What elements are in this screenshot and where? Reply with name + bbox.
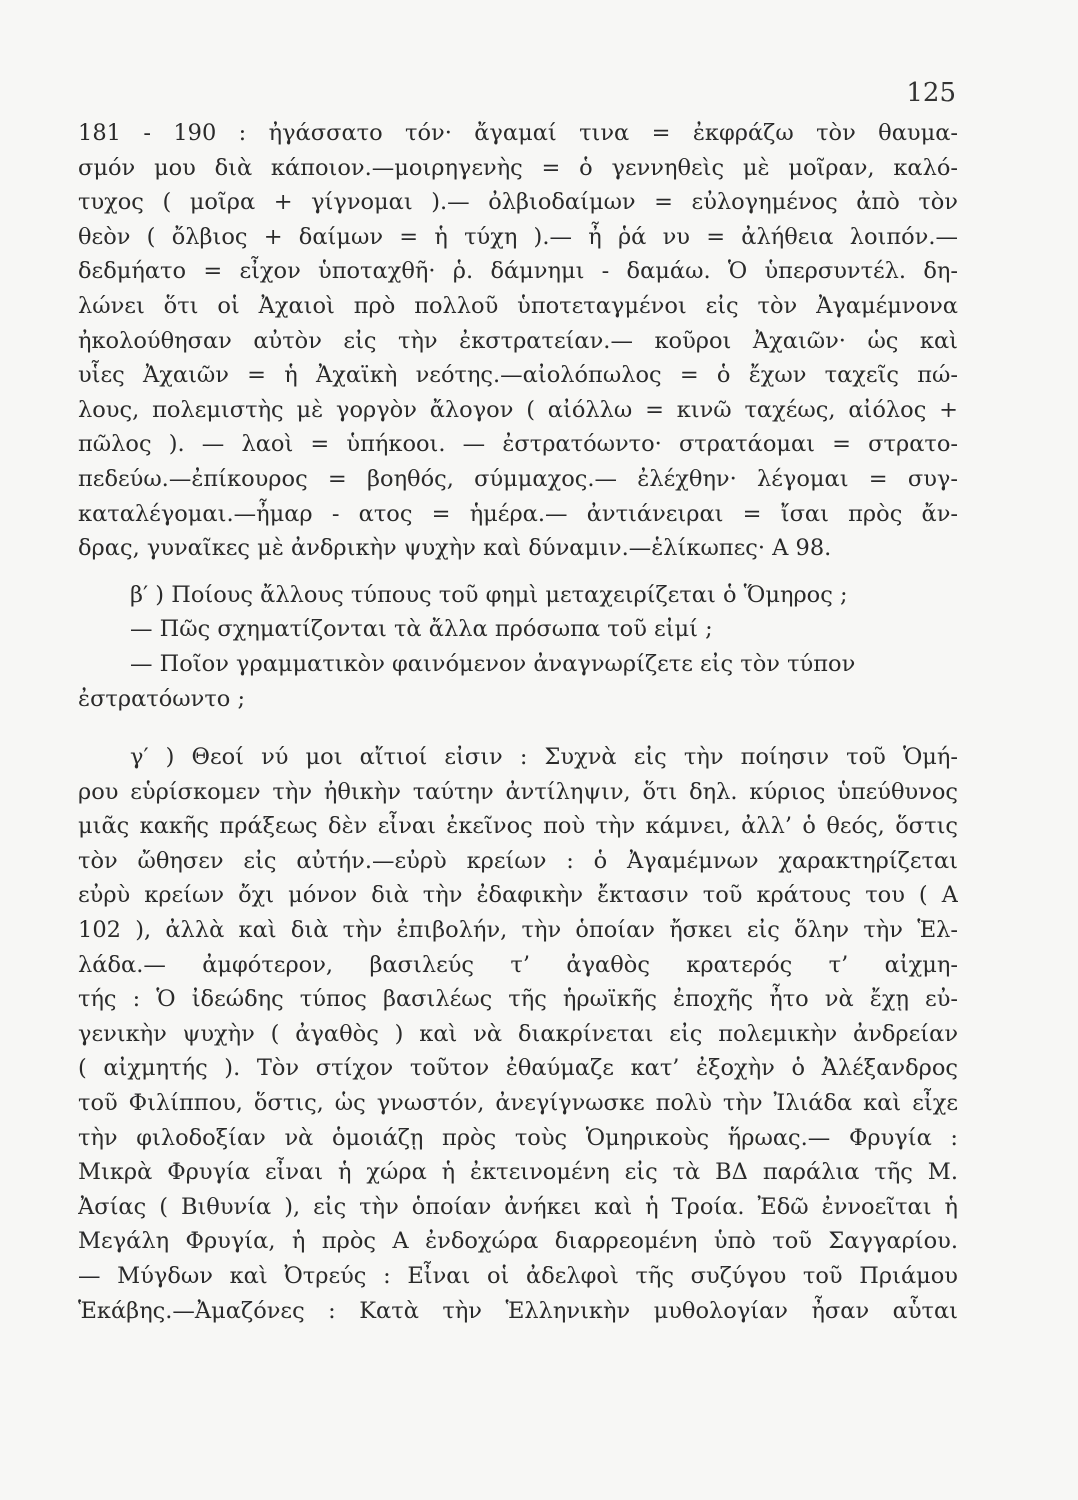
text-line: τοῦ Φιλίππου, ὅστις, ὡς γνωστόν, ἀνεγίγνωσκε πολὺ τὴν Ἰλιάδα καὶ εἶχε (78, 1090, 958, 1117)
text-line: — Μύγδων καὶ Ὀτρεύς : Εἶναι οἱ ἀδελφοὶ τῆς συζύγου τοῦ Πριάμου (78, 1263, 958, 1289)
text-line: 102 ), ἀλλὰ καὶ διὰ τὴν ἐπιβολήν, τὴν ὁποίαν ἤσκει εἰς ὅλην τὴν Ἑλ- (78, 917, 958, 944)
text-line: πεδεύω.—ἐπίκουρος = βοηθός, σύμμαχος.— ἐλέχθην· λέγομαι = συγ- (78, 465, 958, 492)
text-line: θεὸν ( ὄλβιος + δαίμων = ἡ τύχη ).— ἦ ῥά νυ = ἀλήθεια λοιπόν.— (78, 223, 958, 250)
text-line: λώνει ὅτι οἱ Ἀχαιοὶ πρὸ πολλοῦ ὑποτεταγμένοι εἰς τὸν Ἀγαμέμνονα (78, 292, 958, 319)
text-line: γενικὴν ψυχὴν ( ἀγαθὸς ) καὶ νὰ διακρίνεται εἰς πολεμικὴν ἀνδρείαν (78, 1020, 958, 1047)
text-line: υἷες Ἀχαιῶν = ἡ Ἀχαϊκὴ νεότης.—αἰολόπωλος = ὁ ἔχων ταχεῖς πώ- (78, 362, 958, 389)
text-line: τὴν φιλοδοξίαν νὰ ὁμοιάζῃ πρὸς τοὺς Ὁμηρικοὺς ἥρωας.— Φρυγία : (78, 1124, 958, 1151)
text-line: Ἑκάβης.—Ἀμαζόνες : Κατὰ τὴν Ἑλληνικὴν μυθολογίαν ἦσαν αὗται (78, 1297, 958, 1324)
text-line: λάδα.— ἀμφότερον, βασιλεύς τ’ ἀγαθὸς κρατερός τ’ αἰχμη- (78, 951, 958, 978)
page-number: 125 (906, 78, 956, 108)
text-line: Μεγάλη Φρυγία, ἡ πρὸς Α ἐνδοχώρα διαρρεομένη ὑπὸ τοῦ Σαγγαρίου. (78, 1228, 958, 1255)
text-line: τὸν ὤθησεν εἰς αὐτήν.—εὐρὺ κρείων : ὁ Ἀγαμέμνων χαρακτηρίζεται (78, 847, 958, 874)
question-line: ἐστρατόωντο ; (78, 685, 246, 712)
text-line: καταλέγομαι.—ἦμαρ - ατος = ἡμέρα.— ἀντιάνειραι = ἴσαι πρὸς ἄν- (78, 500, 958, 527)
text-line: πῶλος ). — λαοὶ = ὑπήκοοι. — ἐστρατόωντο· στρατάομαι = στρατο- (78, 431, 958, 458)
commentary-text (78, 116, 958, 1328)
text-line: τυχος ( μοῖρα + γίγνομαι ).— ὀλβιοδαίμων = εὐλογημένος ἀπὸ τὸν (78, 189, 958, 216)
text-line: δρας, γυναῖκες μὲ ἀνδρικὴν ψυχὴν καὶ δύναμιν.—ἑλίκωπες· Α 98. (78, 535, 832, 562)
text-line: γ′ ) Θεοί νύ μοι αἴτιοί εἰσιν : Συχνὰ εἰς τὴν ποίησιν τοῦ Ὁμή- (130, 744, 958, 771)
text-line: δεδμήατο = εἶχον ὑποταχθῆ· ῥ. δάμνημι - δαμάω. Ὁ ὑπερσυντέλ. δη- (78, 258, 958, 285)
text-line: Μικρὰ Φρυγία εἶναι ἡ χώρα ἡ ἐκτεινομένη εἰς τὰ ΒΔ παράλια τῆς Μ. (78, 1159, 958, 1186)
text-line: ( αἰχμητής ). Τὸν στίχον τοῦτον ἐθαύμαζε κατ’ ἐξοχὴν ὁ Ἀλέξανδρος (78, 1055, 958, 1082)
question-line: β′ ) Ποίους ἄλλους τύπους τοῦ φημὶ μεταχειρίζεται ὁ Ὅμηρος ; (130, 581, 848, 608)
text-line: μιᾶς κακῆς πράξεως δὲν εἶναι ἐκεῖνος ποὺ τὴν κάμνει, ἀλλ’ ὁ θεός, ὅστις (78, 813, 958, 840)
text-line: τής : Ὁ ἰδεώδης τύπος βασιλέως τῆς ἡρωϊκῆς ἐποχῆς ἦτο νὰ ἔχῃ εὐ- (78, 986, 958, 1013)
text-line: ρου εὑρίσκομεν τὴν ἠθικὴν ταύτην ἀντίληψιν, ὅτι δηλ. κύριος ὑπεύθυνος (78, 778, 958, 805)
text-line: Ἀσίας ( Βιθυνία ), εἰς τὴν ὁποίαν ἀνήκει καὶ ἡ Τροία. Ἐδῶ ἐννοεῖται ἡ (78, 1193, 958, 1220)
question-line: — Πῶς σχηματίζονται τὰ ἄλλα πρόσωπα τοῦ εἰμί ; (130, 616, 713, 643)
question-line: — Ποῖον γραμματικὸν φαινόμενον ἀναγνωρίζετε εἰς τὸν τύπον (130, 650, 856, 677)
text-line: ἠκολούθησαν αὐτὸν εἰς τὴν ἐκστρατείαν.— κοῦροι Ἀχαιῶν· ὡς καὶ (78, 327, 958, 354)
text-line: σμόν μου διὰ κάποιον.—μοιρηγενὴς = ὁ γεννηθεὶς μὲ μοῖραν, καλό- (78, 154, 958, 181)
text-line: εὐρὺ κρείων ὄχι μόνον διὰ τὴν ἐδαφικὴν ἔκτασιν τοῦ κράτους του ( Α (78, 882, 958, 909)
text-line: λους, πολεμιστὴς μὲ γοργὸν ἄλογον ( αἰόλλω = κινῶ ταχέως, αἰόλος + (78, 396, 958, 423)
text-line: 181 - 190 : ἠγάσσατο τόν· ἄγαμαί τινα = ἐκφράζω τὸν θαυμα- (78, 120, 958, 146)
